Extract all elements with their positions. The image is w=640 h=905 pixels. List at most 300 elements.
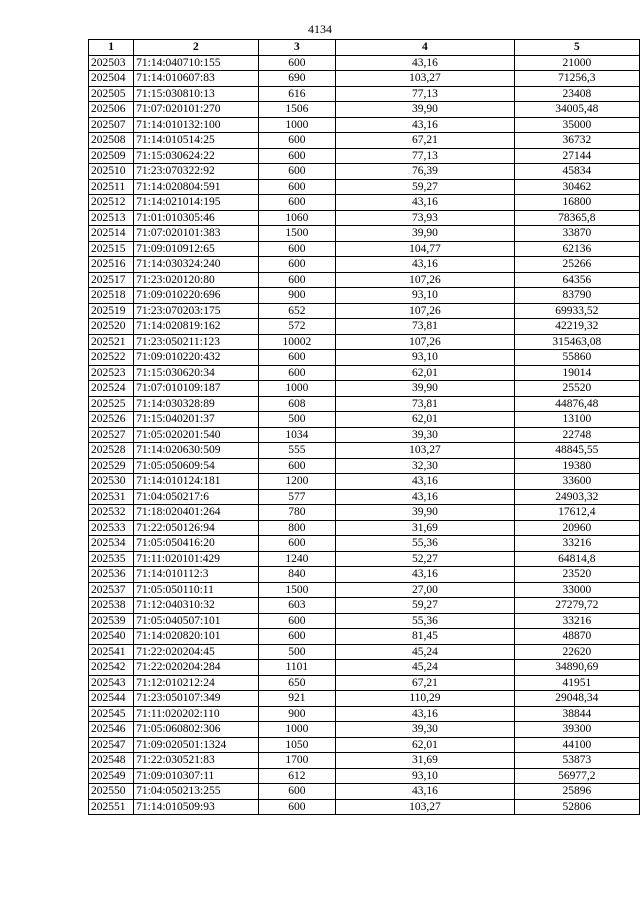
table-row <box>89 551 640 567</box>
cell-record-number: 202515 <box>89 241 134 257</box>
cell-value: 44876,48 <box>514 396 639 412</box>
table-row <box>89 210 640 226</box>
column-header: 5 <box>514 40 639 56</box>
cell-record-number: 202539 <box>89 613 134 629</box>
cell-value: 42219,32 <box>514 319 639 335</box>
cell-value: 35000 <box>514 117 639 133</box>
cell-area: 612 <box>258 768 335 784</box>
cell-record-number: 202545 <box>89 706 134 722</box>
cell-area: 600 <box>258 536 335 552</box>
cell-cadastral-number: 71:14:010514:25 <box>134 133 259 149</box>
cell-value: 83790 <box>514 288 639 304</box>
table-row <box>89 722 640 738</box>
cell-record-number: 202525 <box>89 396 134 412</box>
cell-value: 24903,32 <box>514 489 639 505</box>
table-row <box>89 753 640 769</box>
cell-rate: 43,16 <box>336 195 515 211</box>
cell-value: 56977,2 <box>514 768 639 784</box>
column-header: 1 <box>89 40 134 56</box>
cell-rate: 93,10 <box>336 768 515 784</box>
cell-value: 78365,8 <box>514 210 639 226</box>
cell-value: 44100 <box>514 737 639 753</box>
cell-rate: 43,16 <box>336 117 515 133</box>
table-row <box>89 350 640 366</box>
cell-cadastral-number: 71:14:020820:101 <box>134 629 259 645</box>
cell-area: 608 <box>258 396 335 412</box>
cell-record-number: 202542 <box>89 660 134 676</box>
cell-area: 600 <box>258 148 335 164</box>
cell-value: 71256,3 <box>514 71 639 87</box>
cell-record-number: 202547 <box>89 737 134 753</box>
cell-rate: 39,90 <box>336 102 515 118</box>
cell-value: 23408 <box>514 86 639 102</box>
cell-cadastral-number: 71:09:020501:1324 <box>134 737 259 753</box>
cell-rate: 43,16 <box>336 706 515 722</box>
table-row <box>89 71 640 87</box>
cell-rate: 104,77 <box>336 241 515 257</box>
cell-value: 64814,8 <box>514 551 639 567</box>
column-header: 3 <box>258 40 335 56</box>
cell-rate: 81,45 <box>336 629 515 645</box>
cell-value: 52806 <box>514 799 639 815</box>
cell-cadastral-number: 71:14:030324:240 <box>134 257 259 273</box>
cell-area: 1034 <box>258 427 335 443</box>
cell-cadastral-number: 71:22:020204:284 <box>134 660 259 676</box>
cell-rate: 77,13 <box>336 86 515 102</box>
cell-record-number: 202516 <box>89 257 134 273</box>
cell-record-number: 202505 <box>89 86 134 102</box>
cell-area: 600 <box>258 613 335 629</box>
cell-record-number: 202523 <box>89 365 134 381</box>
cell-cadastral-number: 71:05:050416:20 <box>134 536 259 552</box>
cell-area: 652 <box>258 303 335 319</box>
cell-cadastral-number: 71:22:050126:94 <box>134 520 259 536</box>
cell-area: 500 <box>258 644 335 660</box>
cell-area: 603 <box>258 598 335 614</box>
table-row <box>89 272 640 288</box>
table-row <box>89 458 640 474</box>
table-row <box>89 102 640 118</box>
cell-value: 22748 <box>514 427 639 443</box>
table-row <box>89 443 640 459</box>
cell-area: 600 <box>258 629 335 645</box>
table-row <box>89 613 640 629</box>
table-row <box>89 520 640 536</box>
cell-record-number: 202503 <box>89 55 134 71</box>
data-table <box>88 39 640 815</box>
cell-record-number: 202536 <box>89 567 134 583</box>
cell-value: 27144 <box>514 148 639 164</box>
cell-cadastral-number: 71:22:030521:83 <box>134 753 259 769</box>
cell-value: 55860 <box>514 350 639 366</box>
cell-value: 20960 <box>514 520 639 536</box>
cell-record-number: 202512 <box>89 195 134 211</box>
cell-cadastral-number: 71:23:020120:80 <box>134 272 259 288</box>
cell-value: 25266 <box>514 257 639 273</box>
cell-cadastral-number: 71:18:020401:264 <box>134 505 259 521</box>
cell-cadastral-number: 71:15:030810:13 <box>134 86 259 102</box>
cell-cadastral-number: 71:15:030620:34 <box>134 365 259 381</box>
cell-rate: 27,00 <box>336 582 515 598</box>
table-row <box>89 660 640 676</box>
cell-rate: 62,01 <box>336 412 515 428</box>
cell-record-number: 202509 <box>89 148 134 164</box>
cell-rate: 55,36 <box>336 536 515 552</box>
cell-rate: 43,16 <box>336 784 515 800</box>
table-row <box>89 86 640 102</box>
cell-area: 616 <box>258 86 335 102</box>
cell-area: 840 <box>258 567 335 583</box>
cell-cadastral-number: 71:14:010132:100 <box>134 117 259 133</box>
table-row <box>89 381 640 397</box>
cell-value: 48870 <box>514 629 639 645</box>
cell-area: 1101 <box>258 660 335 676</box>
cell-area: 600 <box>258 458 335 474</box>
cell-area: 1050 <box>258 737 335 753</box>
table-row <box>89 164 640 180</box>
cell-rate: 107,26 <box>336 334 515 350</box>
cell-record-number: 202530 <box>89 474 134 490</box>
cell-area: 600 <box>258 784 335 800</box>
cell-value: 62136 <box>514 241 639 257</box>
cell-value: 38844 <box>514 706 639 722</box>
cell-rate: 62,01 <box>336 365 515 381</box>
cell-cadastral-number: 71:14:030328:89 <box>134 396 259 412</box>
cell-rate: 59,27 <box>336 598 515 614</box>
cell-record-number: 202521 <box>89 334 134 350</box>
cell-area: 900 <box>258 706 335 722</box>
cell-cadastral-number: 71:14:021014:195 <box>134 195 259 211</box>
cell-rate: 39,90 <box>336 226 515 242</box>
cell-cadastral-number: 71:04:050217:6 <box>134 489 259 505</box>
cell-value: 21000 <box>514 55 639 71</box>
cell-rate: 39,30 <box>336 722 515 738</box>
table-row <box>89 195 640 211</box>
cell-area: 1500 <box>258 226 335 242</box>
table-row <box>89 55 640 71</box>
cell-rate: 73,81 <box>336 396 515 412</box>
cell-area: 780 <box>258 505 335 521</box>
table-row <box>89 799 640 815</box>
cell-value: 33216 <box>514 613 639 629</box>
cell-value: 64356 <box>514 272 639 288</box>
cell-area: 600 <box>258 350 335 366</box>
cell-cadastral-number: 71:07:010109:187 <box>134 381 259 397</box>
cell-area: 572 <box>258 319 335 335</box>
cell-rate: 59,27 <box>336 179 515 195</box>
table-row <box>89 784 640 800</box>
cell-record-number: 202508 <box>89 133 134 149</box>
cell-rate: 67,21 <box>336 133 515 149</box>
table-row <box>89 474 640 490</box>
cell-value: 17612,4 <box>514 505 639 521</box>
column-header: 4 <box>336 40 515 56</box>
cell-area: 600 <box>258 257 335 273</box>
cell-value: 33216 <box>514 536 639 552</box>
table-row <box>89 629 640 645</box>
cell-record-number: 202540 <box>89 629 134 645</box>
table-row <box>89 334 640 350</box>
cell-cadastral-number: 71:01:010305:46 <box>134 210 259 226</box>
cell-rate: 39,90 <box>336 381 515 397</box>
cell-area: 800 <box>258 520 335 536</box>
cell-area: 600 <box>258 55 335 71</box>
cell-record-number: 202513 <box>89 210 134 226</box>
cell-area: 1700 <box>258 753 335 769</box>
table-row <box>89 148 640 164</box>
cell-area: 600 <box>258 133 335 149</box>
cell-cadastral-number: 71:09:010912:65 <box>134 241 259 257</box>
cell-rate: 67,21 <box>336 675 515 691</box>
cell-rate: 103,27 <box>336 443 515 459</box>
cell-rate: 73,93 <box>336 210 515 226</box>
cell-value: 33000 <box>514 582 639 598</box>
cell-area: 600 <box>258 365 335 381</box>
cell-area: 1240 <box>258 551 335 567</box>
cell-cadastral-number: 71:05:020201:540 <box>134 427 259 443</box>
cell-record-number: 202533 <box>89 520 134 536</box>
cell-value: 25520 <box>514 381 639 397</box>
cell-cadastral-number: 71:14:020630:509 <box>134 443 259 459</box>
cell-rate: 103,27 <box>336 71 515 87</box>
cell-value: 34890,69 <box>514 660 639 676</box>
table-row <box>89 427 640 443</box>
cell-value: 69933,52 <box>514 303 639 319</box>
cell-record-number: 202549 <box>89 768 134 784</box>
cell-cadastral-number: 71:15:030624:22 <box>134 148 259 164</box>
cell-record-number: 202544 <box>89 691 134 707</box>
table-row <box>89 706 640 722</box>
cell-record-number: 202506 <box>89 102 134 118</box>
cell-rate: 93,10 <box>336 288 515 304</box>
cell-value: 16800 <box>514 195 639 211</box>
cell-area: 600 <box>258 799 335 815</box>
cell-rate: 39,90 <box>336 505 515 521</box>
cell-rate: 31,69 <box>336 753 515 769</box>
cell-value: 13100 <box>514 412 639 428</box>
cell-rate: 107,26 <box>336 303 515 319</box>
cell-rate: 45,24 <box>336 660 515 676</box>
cell-value: 29048,34 <box>514 691 639 707</box>
cell-value: 36732 <box>514 133 639 149</box>
cell-record-number: 202504 <box>89 71 134 87</box>
cell-cadastral-number: 71:15:040201:37 <box>134 412 259 428</box>
cell-cadastral-number: 71:11:020101:429 <box>134 551 259 567</box>
cell-value: 33600 <box>514 474 639 490</box>
cell-cadastral-number: 71:14:010124:181 <box>134 474 259 490</box>
cell-cadastral-number: 71:05:050110:11 <box>134 582 259 598</box>
cell-area: 1506 <box>258 102 335 118</box>
cell-area: 600 <box>258 272 335 288</box>
cell-area: 555 <box>258 443 335 459</box>
table-row <box>89 396 640 412</box>
cell-cadastral-number: 71:05:060802:306 <box>134 722 259 738</box>
cell-record-number: 202531 <box>89 489 134 505</box>
cell-rate: 43,16 <box>336 567 515 583</box>
cell-rate: 43,16 <box>336 55 515 71</box>
cell-cadastral-number: 71:05:050609:54 <box>134 458 259 474</box>
cell-cadastral-number: 71:07:020101:270 <box>134 102 259 118</box>
cell-cadastral-number: 71:23:050107:349 <box>134 691 259 707</box>
cell-rate: 76,39 <box>336 164 515 180</box>
cell-value: 19014 <box>514 365 639 381</box>
cell-rate: 73,81 <box>336 319 515 335</box>
cell-rate: 55,36 <box>336 613 515 629</box>
cell-cadastral-number: 71:14:020804:591 <box>134 179 259 195</box>
cell-record-number: 202507 <box>89 117 134 133</box>
cell-value: 27279,72 <box>514 598 639 614</box>
cell-record-number: 202529 <box>89 458 134 474</box>
cell-record-number: 202528 <box>89 443 134 459</box>
cell-cadastral-number: 71:09:010307:11 <box>134 768 259 784</box>
column-header: 2 <box>134 40 259 56</box>
cell-area: 650 <box>258 675 335 691</box>
cell-value: 39300 <box>514 722 639 738</box>
table-row <box>89 303 640 319</box>
table-row <box>89 737 640 753</box>
table-row <box>89 288 640 304</box>
table-row <box>89 412 640 428</box>
cell-area: 600 <box>258 164 335 180</box>
cell-value: 33870 <box>514 226 639 242</box>
cell-cadastral-number: 71:14:010607:83 <box>134 71 259 87</box>
cell-record-number: 202519 <box>89 303 134 319</box>
cell-rate: 103,27 <box>336 799 515 815</box>
table-row <box>89 691 640 707</box>
table-row <box>89 257 640 273</box>
cell-record-number: 202535 <box>89 551 134 567</box>
table-row <box>89 133 640 149</box>
table-body <box>89 55 640 815</box>
table-row <box>89 241 640 257</box>
cell-area: 600 <box>258 179 335 195</box>
table-row <box>89 768 640 784</box>
cell-area: 921 <box>258 691 335 707</box>
table-row <box>89 365 640 381</box>
cell-area: 600 <box>258 195 335 211</box>
cell-value: 19380 <box>514 458 639 474</box>
cell-value: 315463,08 <box>514 334 639 350</box>
cell-area: 500 <box>258 412 335 428</box>
cell-record-number: 202551 <box>89 799 134 815</box>
cell-cadastral-number: 71:23:050211:123 <box>134 334 259 350</box>
cell-rate: 43,16 <box>336 474 515 490</box>
cell-cadastral-number: 71:23:070322:92 <box>134 164 259 180</box>
cell-area: 1000 <box>258 117 335 133</box>
cell-area: 1500 <box>258 582 335 598</box>
cell-record-number: 202550 <box>89 784 134 800</box>
cell-rate: 31,69 <box>336 520 515 536</box>
cell-record-number: 202532 <box>89 505 134 521</box>
cell-rate: 52,27 <box>336 551 515 567</box>
cell-record-number: 202511 <box>89 179 134 195</box>
table-row <box>89 675 640 691</box>
cell-record-number: 202538 <box>89 598 134 614</box>
table-row <box>89 319 640 335</box>
table-row <box>89 598 640 614</box>
table-row <box>89 505 640 521</box>
cell-rate: 43,16 <box>336 257 515 273</box>
cell-rate: 62,01 <box>336 737 515 753</box>
cell-rate: 43,16 <box>336 489 515 505</box>
cell-record-number: 202518 <box>89 288 134 304</box>
cell-cadastral-number: 71:12:010212:24 <box>134 675 259 691</box>
cell-value: 53873 <box>514 753 639 769</box>
cell-rate: 110,29 <box>336 691 515 707</box>
cell-record-number: 202546 <box>89 722 134 738</box>
cell-rate: 32,30 <box>336 458 515 474</box>
cell-area: 1000 <box>258 381 335 397</box>
cell-value: 22620 <box>514 644 639 660</box>
cell-area: 1000 <box>258 722 335 738</box>
cell-cadastral-number: 71:14:010509:93 <box>134 799 259 815</box>
table-row <box>89 489 640 505</box>
cell-value: 34005,48 <box>514 102 639 118</box>
cell-cadastral-number: 71:05:040507:101 <box>134 613 259 629</box>
cell-record-number: 202534 <box>89 536 134 552</box>
cell-record-number: 202541 <box>89 644 134 660</box>
cell-cadastral-number: 71:09:010220:432 <box>134 350 259 366</box>
cell-area: 577 <box>258 489 335 505</box>
cell-area: 900 <box>258 288 335 304</box>
cell-record-number: 202522 <box>89 350 134 366</box>
cell-record-number: 202527 <box>89 427 134 443</box>
cell-area: 1060 <box>258 210 335 226</box>
cell-rate: 77,13 <box>336 148 515 164</box>
cell-record-number: 202543 <box>89 675 134 691</box>
table-row <box>89 567 640 583</box>
cell-area: 690 <box>258 71 335 87</box>
cell-cadastral-number: 71:23:070203:175 <box>134 303 259 319</box>
table-row <box>89 644 640 660</box>
cell-cadastral-number: 71:14:020819:162 <box>134 319 259 335</box>
cell-record-number: 202517 <box>89 272 134 288</box>
cell-value: 41951 <box>514 675 639 691</box>
cell-value: 48845,55 <box>514 443 639 459</box>
cell-record-number: 202514 <box>89 226 134 242</box>
cell-value: 45834 <box>514 164 639 180</box>
cell-area: 600 <box>258 241 335 257</box>
cell-value: 30462 <box>514 179 639 195</box>
table-row <box>89 117 640 133</box>
cell-cadastral-number: 71:22:020204:45 <box>134 644 259 660</box>
cell-cadastral-number: 71:04:050213:255 <box>134 784 259 800</box>
cell-record-number: 202548 <box>89 753 134 769</box>
cell-area: 10002 <box>258 334 335 350</box>
cell-cadastral-number: 71:14:040710:155 <box>134 55 259 71</box>
cell-record-number: 202510 <box>89 164 134 180</box>
cell-rate: 93,10 <box>336 350 515 366</box>
cell-record-number: 202520 <box>89 319 134 335</box>
cell-rate: 39,30 <box>336 427 515 443</box>
table-row <box>89 582 640 598</box>
table-row <box>89 536 640 552</box>
cell-area: 1200 <box>258 474 335 490</box>
cell-value: 25896 <box>514 784 639 800</box>
cell-record-number: 202524 <box>89 381 134 397</box>
cell-record-number: 202537 <box>89 582 134 598</box>
cell-rate: 45,24 <box>336 644 515 660</box>
table-row <box>89 226 640 242</box>
table-header-row <box>89 40 640 56</box>
cell-cadastral-number: 71:11:020202:110 <box>134 706 259 722</box>
cell-cadastral-number: 71:07:020101:383 <box>134 226 259 242</box>
page-number: 4134 <box>308 22 332 36</box>
table-row <box>89 179 640 195</box>
cell-rate: 107,26 <box>336 272 515 288</box>
cell-record-number: 202526 <box>89 412 134 428</box>
cell-cadastral-number: 71:12:040310:32 <box>134 598 259 614</box>
